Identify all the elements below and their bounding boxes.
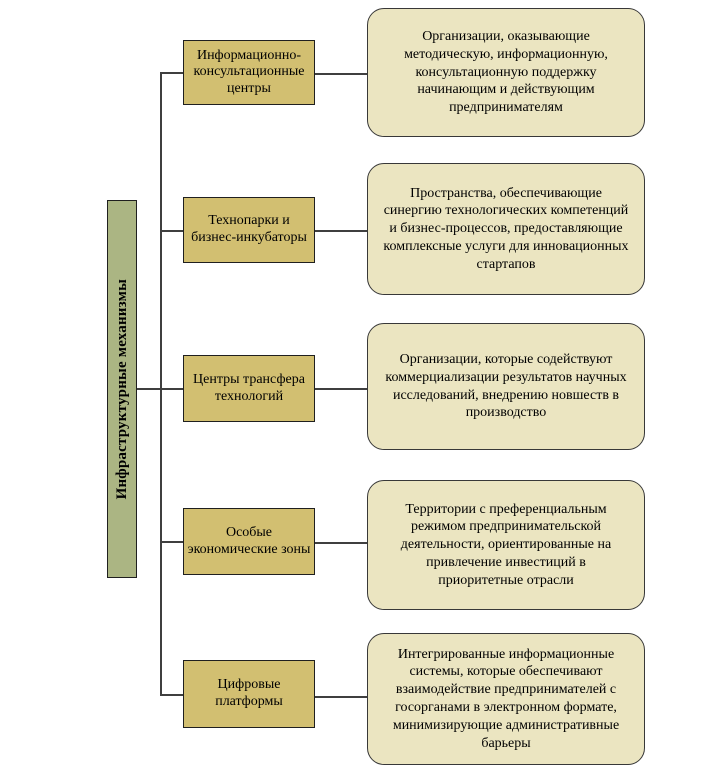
connector-trunk-vertical [160, 72, 162, 695]
branch-node-special-economic-zones [183, 508, 315, 575]
connector-stub-row4 [160, 541, 183, 543]
leaf-description-text: Организации, которые содействуют коммерциализации результатов научных исследований, внедрению новшеств в производство [385, 351, 627, 421]
branch-node-label: Информационно-консультационные центры [193, 47, 305, 96]
connector-stub-row2 [160, 230, 183, 232]
leaf-description-text: Территории с преференциальным режимом предпринимательской деятельности, ориентированные на привлечение инвестиций в приоритетные отрасли [400, 501, 612, 588]
connector-stub-row5 [160, 694, 183, 696]
branch-node-label: Центры трансфера технологий [193, 371, 305, 404]
connector-branch-leaf-row1 [315, 73, 367, 75]
branch-node-label: Особые экономические зоны [187, 524, 311, 557]
branch-node-technology-transfer-centers [183, 355, 315, 422]
connector-branch-leaf-row5 [315, 696, 367, 698]
root-node-label: Инфраструктурные механизмы [113, 278, 130, 500]
connector-stub-row1 [160, 72, 183, 74]
branch-node-technoparks-incubators [183, 197, 315, 263]
branch-node-label: Цифровые платформы [215, 677, 283, 709]
leaf-description-digital-platforms [367, 633, 645, 765]
connector-branch-leaf-row3 [315, 388, 367, 390]
leaf-description-special-economic-zones [367, 480, 645, 610]
connector-branch-leaf-row4 [315, 542, 367, 544]
leaf-description-text: Организации, оказывающие методическую, информационную, консультационную поддержку начинающим и действующим предпринимателям [404, 29, 608, 116]
leaf-description-info-consulting-centers [367, 8, 645, 137]
branch-node-digital-platforms [183, 660, 315, 728]
branch-node-label: Технопарки и бизнес-инкубаторы [191, 213, 307, 245]
root-node-infrastructure-mechanisms [107, 200, 137, 578]
connector-root-to-row3 [137, 388, 183, 390]
branch-node-info-consulting-centers [183, 40, 315, 105]
leaf-description-technoparks-incubators [367, 163, 645, 295]
connector-branch-leaf-row2 [315, 230, 367, 232]
leaf-description-text: Интегрированные информационные системы, которые обеспечивают взаимодействие предпринимателей с госорганами в электронном формате, минимизирующие административные барьеры [392, 646, 620, 751]
leaf-description-text: Пространства, обеспечивающие синергию технологических компетенций и бизнес-процессов, предоставляющие комплексные услуги для инновационных стартапов [383, 185, 629, 272]
leaf-description-technology-transfer-centers [367, 323, 645, 450]
